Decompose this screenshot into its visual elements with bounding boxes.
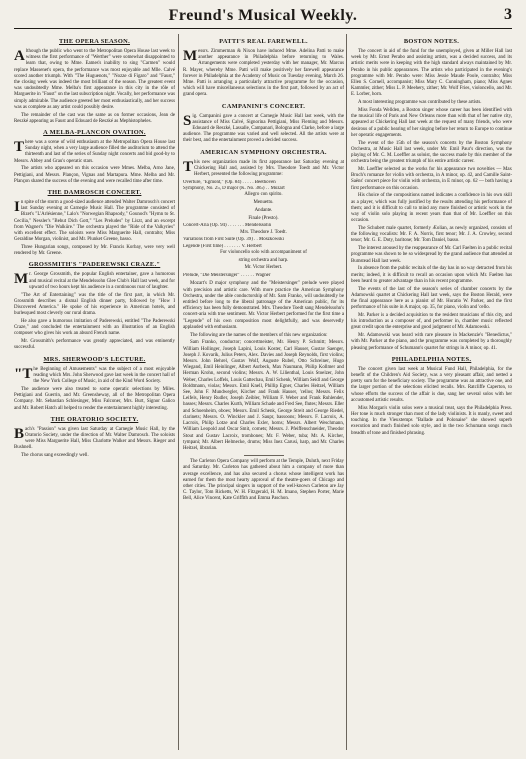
article-heading-grossmith: GROSSMITH'S "PADEREWSKI CRAZE."	[28, 261, 161, 269]
page-number: 3	[504, 6, 512, 23]
programme-line: Overture, "Egmont," (Op. 84) . . . . . Beethoven	[183, 179, 276, 185]
programme-line: Mr. Victor Herbert.	[244, 265, 283, 271]
article-paragraph: He also gave a humorous imitation of Paderewski, entitled "The Paderewski Craze," and concluded the entertainment with an illustration of an English composer who gives his work an absurd French name.	[14, 319, 175, 337]
article-paragraph: The interest aroused by the reappearance of Mr. Carl Faelten in a public recital programme was shown to be so widespread by the grand audience that attended at Bumstead Hall last week.	[351, 246, 512, 264]
article-paragraph: Messrs. Zimmerman & Nixon have induced Mme. Adelina Patti to make another appearance in Philadelphia before returning to Wales. Arrangements were completed yesterday with her manager, Mr. Marcus R. Mayer, whereby Mme. Patti will make positively her farewell appearance forever in Philadelphia at the Academy of Music on Tuesday evening, March 26. Mme. Patti is arranging a particularly attractive programme for the occasion, which will have miscellaneous selections in the first part, followed by an act of grand opera.	[183, 48, 344, 98]
column-left	[14, 34, 175, 754]
article-paragraph: The following are the names of the members of this new organization:	[190, 332, 328, 338]
programme-line: Andante.	[254, 207, 273, 213]
article-paragraph: Mr. Parker is a decided acquisition to the resident musicians of this city, and his introduction as a composer of, and performer in, chamber music reflected great credit upon the enterprise and good judgment of Mr. Adamowski.	[351, 313, 512, 331]
programme-line: Menuetto.	[253, 200, 274, 206]
programme-line: Finale (Presto).	[248, 215, 279, 221]
programme-line: Allegro con spirito.	[244, 192, 283, 198]
article-paragraph: Sig. Campanini gave a concert at Carnegie Music Hall last week, with the assistance of Miss Calvé, Signorina Pettigiani, Miss Fleming and Messrs. Edouard de Reszké, Lassalle, Campanari, Bologna and Clarke, before a large audience. The programme was varied and well selected. All the artists were at their best, and the entertainment proved a decided success.	[183, 112, 344, 144]
article-paragraph: The concert given last week at Musical Fund Hall, Philadelphia, for the benefit of the Children's Aid Society, was a very pleasant affair, and netted a pretty sum for the beneficiary society. The programme was an attractive one, and the larger portion of the selections elicited recalls. Mrs. Ratcliffe Caperton, to whose efforts the success of the affair is due, sang her several solos with her accustomed artistic results.	[351, 366, 512, 403]
article-heading-oratorio: THE ORATORIO SOCIETY.	[50, 415, 139, 423]
programme-line: Legende (First time) . . . . . . . V. Herbert	[183, 243, 262, 249]
concert-programme	[183, 180, 344, 280]
article-paragraph: "The Art of Entertaining" was the title of the first part, in which Mr. Grossmith describes a dismal English dinner party, followed by "How I Discovered America." He spoke of his experience in American hotels, and burlesqued most cleverly our rural drama.	[14, 292, 175, 317]
article-paragraph: The audience were also treated to some operatic selections by Miles. Pettigiani and Guerrin, and Mr. Greensheway, all of the Metropolitan Opera Company. Mr. Sebastian Schlesinger, Miss Falconer, Mrs. Burt, Signor Galico and Mr. Robert Hatch all helped to render the entertainment highly interesting.	[14, 386, 175, 411]
article-heading-opera-season: THE OPERA SEASON.	[59, 38, 130, 45]
article-paragraph: The chorus sang exceedingly well.	[21, 453, 89, 459]
article-paragraph: Bach's "Passion" was given last Saturday at Carnegie Music Hall, by the Oratorio Society, under the direction of Mr. Walter Damrosch. The soloists were Miss Marguerite Hall, Miss Charlotte Walker and Messrs. Rieger and Bushnell.	[14, 425, 175, 451]
programme-line: Variations from First Suite (Op. 39) . . Moszkowski	[183, 237, 284, 243]
article-paragraph: The Schubert male quartet, formerly Æolian, as newly organized, consists of the following vocalists: Mr. F. A. Norris, first tenor; Mr. J. A. Crowley, second tenor; Mr. G. E. Doty, baritone; Mr. Tom Daniel, basso.	[351, 226, 512, 244]
article-paragraph: In spite of the storm a good-sized audience attended Walter Damrosch's concert last Sunday evening at Carnegie Music Hall. The programme consisted of Bizet's "L'Arlésienne," Lalo's "Norwegian Rhapsody," Gounod's "Hymn to St. Cecilia," Nessler's "Behut Dich Gott," "Les Preludes" by Liszt, and an excerpt from Wagner's "Die Walküre." The orchestra played the "Ride of the Valkyries" with excellent effect. The soloists were Miss Marguerite Hall, contralto; Miss Geraldine Morgan, violinist, and Mr. Plunket Greene, basso.	[14, 199, 175, 243]
column-middle	[183, 34, 344, 754]
programme-line: Concert-Aria (Op. 94) . . . . . . . Mendelssohn	[183, 223, 272, 229]
article-heading-boston: BOSTON NOTES.	[403, 38, 460, 45]
article-paragraph: Mozart's D major symphony and the "Meistersinger" prelude were played with precision and artistic care. With more practice the American Symphony Orchestra, under the able conductorship of Mr. Sam Franko, will undoubtedly be entitled before long to the liberal patronage of the American public, for its efficiency has been fully demonstrated. Mrs. Theodore Toedt sang Mendelssohn's concert-aria with true sentiment. Mr. Victor Herbert performed for the first time a "Legende" of his own composition most delightfully, and was deservedly applauded with enthusiasm.	[183, 281, 344, 330]
column-divider	[178, 34, 179, 750]
article-paragraph: His choice of the compositions named indicates a confidence in his own skill as a player, which was fully justified by the results attending his performance of them; and it is difficult to call to mind any more finished or artistic work in the way of violin solo playing in recent years than that of Mr. Loeffler on this occasion.	[351, 193, 512, 224]
article-heading-sherwood: MRS. SHERWOOD'S LECTURE.	[43, 355, 146, 363]
article-paragraph: The artists who appeared on this occasion were Mmes. Melba, Arno Jane, Pettigiani, and Messrs. Plançon, Vignas and Martapura. Mme. Melba and Mr. Plançon shared the success of the evening and were recalled time after time.	[14, 166, 175, 184]
programme-line: Symphony, No. 25, D major (K. No. 385) . . Mozart	[183, 186, 285, 192]
article-paragraph: A most interesting programme was contributed by these artists.	[358, 100, 482, 106]
article-paragraph: Although the public who went to the Metropolitan Opera House last week to witness the first performance of "Werther" were somewhat disappointed to learn that, owing to Mme. Eames's inability to sing "Carmen" would replace Massenet's opera, the performance was most enjoyable and Mlle. Calvé scored another triumph. With "The Huguenots," "Nozze di Figaro" and "Faust," the closing week was indeed the most brilliant of the season. The greatest event was undoubtedly Mme. Melba's first appearance in this city in the rôle of Marguerite in "Faust" on the last subscription night. Vocally, her performance was simply admirable. The audience greeted her most enthusiastically, and her success was as complete as any artist could possibly desire.	[14, 48, 175, 110]
article-paragraph: The Carleton Opera Company will perform at the Temple, Duluth, next Friday and Saturday. Mr. Carleton has gathered about him a company of more than average excellence, and has also secured a chorus whose intelligent work has earned for them the most hearty approval of the theatre-goers of Chicago and other cities. The principal singers in support of the well-known Carleton are Jay C. Taylor, Tom Ricketts, W. H. Fitzgerald, H. M. Imano, Stephen Porter, Marie Bell, Alice Vincent, Kate Griffith and Emma Paschon.	[183, 459, 344, 502]
article-paragraph: Miss Fonda Wellden, a Boston singer whose career has been identified with the musical life of Paris and New Orleans more than with that of her native city, appeared at Chickering Hall last week at the request of many friends, who were desirous of a public hearing of her singing before her return to Europe to continue her operatic engagements.	[351, 108, 512, 138]
article-heading-damrosch: THE DAMROSCH CONCERT.	[47, 189, 142, 197]
programme-line: Mrs. Theodore J. Toedt.	[240, 229, 287, 235]
article-paragraph: Mr. Adamowski was heard with rare pleasure in Mackenzie's "Benedictus," with Mr. Parker at the piano, and the programme was completed by a thoroughly pleasing performance of Schumann's quartet for strings in A minor, op. 41.	[351, 333, 512, 351]
article-heading-campanini: CAMPANINI'S CONCERT.	[221, 102, 306, 110]
programme-line: For violoncello solo with accompaniment of	[220, 249, 307, 255]
article-paragraph: Mr. Grossmith's performance was greatly appreciated, and was eminently successful.	[14, 339, 175, 351]
article-paragraph: The events of the last of the season's series of chamber concerts by the Adamowski quartet at Chickering Hall last week, says the Boston Herald, were the final appearance here as a pianist of Mr. Horatio W. Parker, and the first performance of his suite in A major, op. 35, for piano, violin and 'cello.	[351, 286, 512, 311]
article-paragraph: Three Hungarian songs, composed by Mr. Francis Korbay, were very well rendered by Mr. Greene.	[14, 245, 175, 257]
column-divider	[346, 34, 347, 750]
article-heading-philadelphia: PHILADELPHIA NOTES.	[391, 355, 472, 363]
article-paragraph: In absence from the public recitals of the day has in no way detracted from his merits; indeed, it is difficult to recall an occasion upon which Mr. Faelten has been heard to greater advantage than in his recent programme.	[351, 266, 512, 284]
article-paragraph: This new organization made its first appearance last Saturday evening at Chickering Hall and, assisted by Mrs. Theodore Toedt and Mr. Victor Herbert, presented the following programme:	[183, 158, 344, 178]
article-paragraph: Sam Franko, conductor; concertmeister, Mr. Henry P. Schmitt; Messrs. William Hollinger, Joseph Lapini, Louis Koster, Carl Hauser, Gustav Saenger, Joseph J. Kovarik, Julius Peters, Alex. Davies and Joseph Reynolds, first violins; Messrs. John Behrel, Gustav Wolf, Auguste Rubel, Otto Schreiner, Hugo Wiegand, Emil Heinlinger, Albert Aurbeck, Max Naumann, Philip Kollmer and Herman Krohn, second violins; Messrs. A. W. Lilienthal, Louis Stoelzer, John Weber, Charles Loffels, Louis Gattechau, Emil Schenk, William Seidl and George Boldtmann, violas; Messrs. Emil Knell, Phillip Egner, Charles Heitzel, William See, John F. Mundwegler, Kircher and Frank Hauser, 'cellos; Messrs. Felix Leifels, Henry Rudler, Joseph Zeibler, William F. Weber and Frank Ruhlender, basses; Messrs. Charles Kurth, William Schade and Fred See, flutes; Messrs. Eller and Schoenheim, oboes; Messrs. Emil Schenk, George Streit and George Riedel, clarinets; Messrs. O. Winckler and J. Saupr, bassoons; Messrs. F. Lacroix, A. Lacroix, Philip Lotze and Charles Exler, horns; Messrs. Albert Weschmann, William Leopold and Oscar Smit, cornets; Messrs. J. Pfeiffenschneider, Theodor Stout and Gustav Lacroix, trombones; Mr. F. Weber, tuba; Mr. A. Kircher, tympani; Mr. Albert Helmecke, drums; Miss Inez Carusi, harp, and Mr. Charles Heitzel, librarian.	[183, 340, 344, 451]
programme-line: Prelude, "Die Meistersinger" . . . . . . Wagner	[183, 273, 271, 279]
article-heading-melba-plancon: A MELBA-PLANCON OVATION.	[43, 129, 146, 137]
programme-line: string orchestra and harp.	[238, 257, 289, 263]
article-paragraph: The event of the 15th of the season's concerts by the Boston Symphony Orchestra, at Music Hall last week, under Mr. Emil Paur's direction, was the playing of Mr. C. M. Loeffler as soloist, the success made by this member of the orchestra being the greatest triumph of his entire artistic career.	[351, 140, 512, 165]
article-paragraph: The concert in aid of the fund for the unemployed, given at Miller Hall last week by Mr. Ernst Perabo and assisting artists, was a decided success, and its artistic merits were in keeping with the high standard always maintained by Mr. Perabo in his public appearances. The artists who participated in the evening's programme with Mr. Perabo were: Miss Jessie Maude Poole, contralto; Miss Ellen S. Cornell, accompanist; Miss Mary C. Cunningham, piano; Miss Agnes Kammler, zither; Miss L. P. Meehery, zither; Mr. Wolf Fries, violoncello, and Mr. E. Lorber, horn.	[351, 49, 512, 98]
column-right	[351, 34, 512, 754]
article-paragraph: Mr. Loeffler selected as the works for his appearance two novelties — Max Bruch's romanze for violin with orchestra, in A minor, op. 42, and Camille Saint-Saëns' concert piece for violin with orchestra, in E minor, op. 62 — both having a first performance on this occasion.	[351, 167, 512, 191]
article-paragraph: The remainder of the cast was the same as on former occasions, Jean de Reszké appearing as Faust and Edouard de Reszké as Mephistopheles.	[14, 112, 175, 124]
masthead	[14, 6, 512, 29]
article-paragraph: "The Beginning of Amusements" was the subject of a most enjoyable reading which Mrs. John Sherwood gave last week in the concert hall of the New York College of Music, in aid of the Kind Word Society.	[14, 365, 175, 385]
section-divider	[244, 455, 284, 456]
article-paragraph: Mr. George Grossmith, the popular English entertainer, gave a humorous and musical recital at the Mendelssohn Glee Club's Hall last week, and for upward of two hours kept his audience in a continuous roar of laughter.	[14, 271, 175, 290]
article-heading-american-symphony: AMERICAN SYMPHONY ORCHESTRA.	[200, 148, 327, 156]
article-paragraph: There was a scene of wild enthusiasm at the Metropolitan Opera House last Sunday night, when a very large audience filled the auditorium to attend the thirteenth and last of the series of Sunday night concerts and bid good-by to Messrs. Abbey and Grau's operatic stars.	[14, 139, 175, 164]
publication-title: Freund's Musical Weekly.	[168, 7, 358, 24]
article-paragraph: Miss Morgan's violin solos were a musical treat, says the Philadelphia Press. Her tone is much stronger than most of the lady violinists. It is manly, sweet and touching. In the Vieuxtemps "Ballade and Polonaise" she showed superb execution and much finished solo style, and in the two Schumann songs much breadth of tone and finished phrasing.	[351, 405, 512, 436]
article-heading-patti: PATTI'S REAL FAREWELL.	[219, 38, 308, 45]
